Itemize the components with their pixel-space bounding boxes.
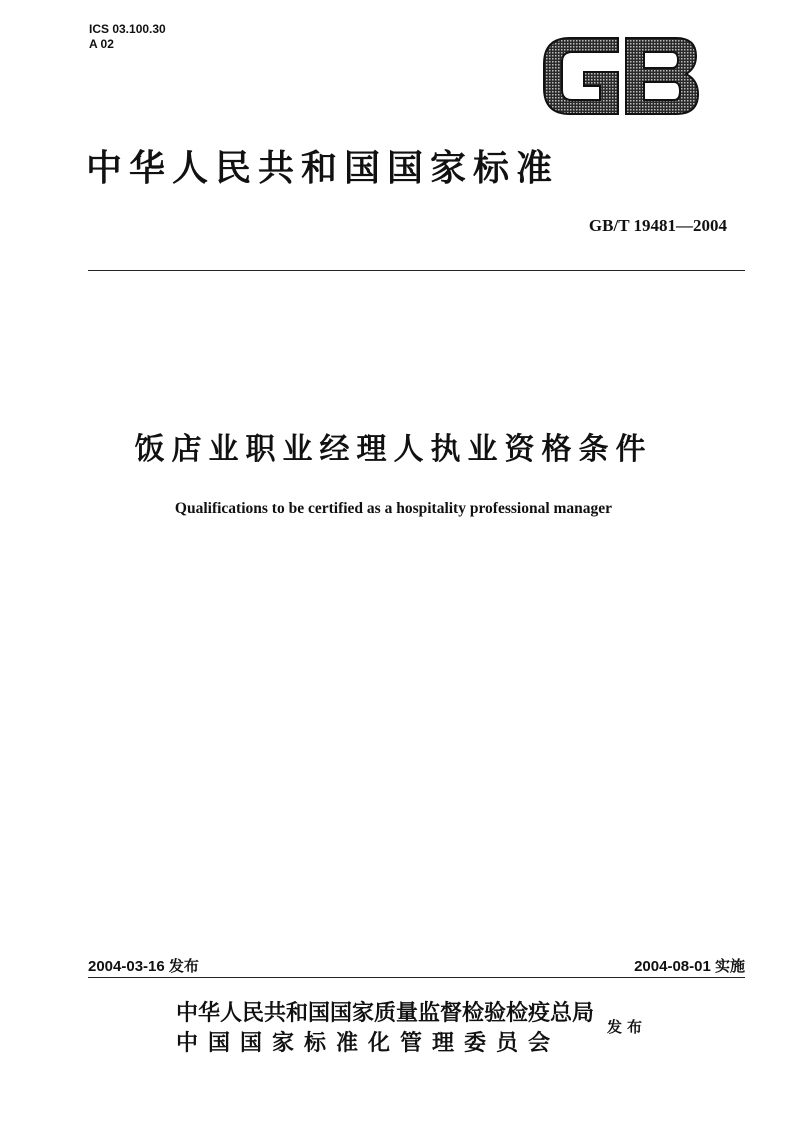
classification-codes: [89, 22, 166, 52]
standard-category-title: 中华人民共和国国家标准: [86, 147, 560, 189]
ics-code: ICS 03.100.30: [89, 22, 166, 36]
bottom-divider: [88, 977, 745, 978]
standard-number: GB/T 19481—2004: [588, 216, 727, 235]
implementation-date: 2004-08-01 实施: [634, 958, 745, 975]
document-title-chinese: 饭店业职业经理人执业资格条件: [134, 432, 653, 467]
gb-logo: [540, 34, 702, 118]
publisher-sac: 中国国家标准化管理委员会: [176, 1030, 561, 1056]
publish-label: 发布: [607, 1018, 648, 1036]
document-title-english: Qualifications to be certified as a hospitality professional manager: [174, 500, 613, 517]
ccs-code: A 02: [89, 37, 114, 51]
publisher-aqsiq: 中华人民共和国国家质量监督检验检疫总局: [176, 1000, 595, 1026]
top-divider: [88, 270, 745, 271]
issue-date: 2004-03-16 发布: [88, 958, 199, 975]
